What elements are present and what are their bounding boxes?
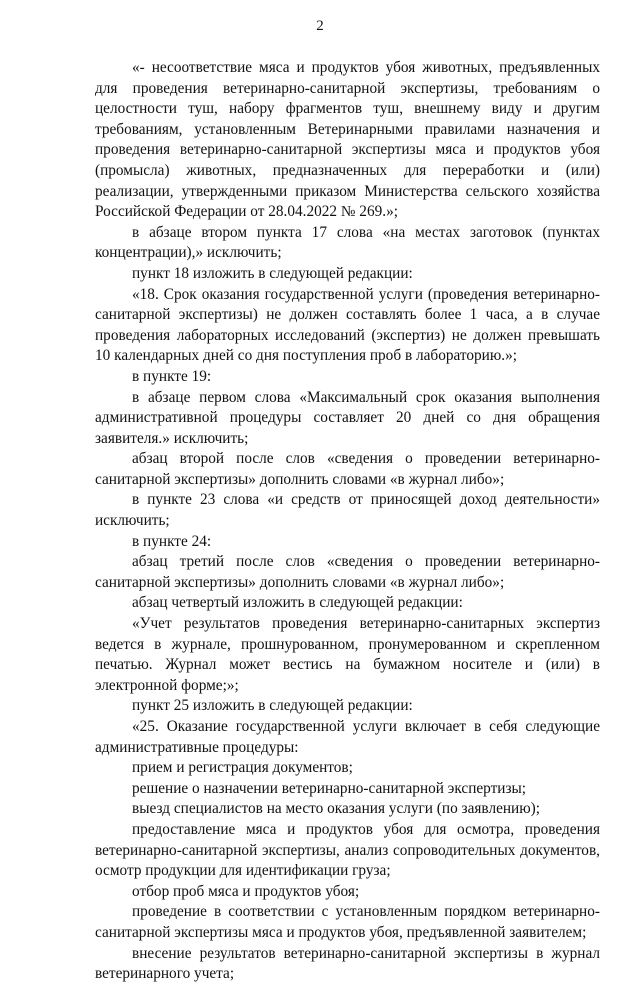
paragraph-item-24-fourth-text: «Учет результатов проведения ветеринарно-санитарных экспертиз ведется в журнале, прошнурованном, пронумерованном и скрепленном печатью. Журнал может вестись на бумажном носителе и (или) в электронной форме;»; [95, 615, 600, 694]
document-body [95, 58, 600, 985]
paragraph-item-25-intro: пункт 25 изложить в следующей редакции: [132, 697, 413, 715]
procedure-item: отбор проб мяса и продуктов убоя; [132, 882, 360, 900]
paragraph-item-18-intro: пункт 18 изложить в следующей редакции: [132, 264, 413, 282]
paragraph-item-24-intro: в пункте 24: [132, 532, 212, 550]
paragraph-item-17: в абзаце втором пункта 17 слова «на местах заготовок (пунктах концентрации),» исключить; [95, 223, 600, 262]
paragraph-item-19-first: в абзаце первом слова «Максимальный срок оказания выполнения административной процедуры составляет 20 дней со дня обращения заявителя.» исключить; [95, 388, 600, 447]
procedure-item: внесение результатов ветеринарно-санитарной экспертизы в журнал ветеринарного учета; [95, 944, 600, 983]
procedure-item: прием и регистрация документов; [132, 759, 353, 777]
paragraph-item-19-intro: в пункте 19: [132, 367, 212, 385]
procedure-item: выезд специалистов на место оказания услуги (по заявлению); [132, 800, 541, 818]
paragraph-item-19-second: абзац второй после слов «сведения о проведении ветеринарно-санитарной экспертизы» дополнить словами «в журнал либо»; [95, 450, 600, 488]
procedure-item: проведение в соответствии с установленным порядком ветеринарно-санитарной экспертизы мяса и продуктов убоя, предъявленной заявителем; [95, 903, 600, 941]
procedure-item: решение о назначении ветеринарно-санитарной экспертизы; [132, 779, 527, 797]
paragraph-item-24-fourth-intro: абзац четвертый изложить в следующей редакции: [132, 594, 463, 612]
paragraph-item-25-text: «25. Оказание государственной услуги включает в себя следующие административные процедуры: [95, 718, 600, 756]
paragraph-item-18-text: «18. Срок оказания государственной услуги (проведения ветеринарно-санитарной экспертизы) не должен составлять более 1 часа, а в случае проведения лабораторных исследований (экспертиз) не должен превышать 10 календарных дней со дня поступления проб в лабораторию.»; [95, 285, 600, 365]
paragraph-item-23: в пункте 23 слова «и средств от приносящей доход деятельности» исключить; [95, 491, 600, 530]
paragraph-item-24-third: абзац третий после слов «сведения о проведении ветеринарно-санитарной экспертизы» дополнить словами «в журнал либо»; [95, 553, 600, 591]
page-number: 2 [316, 18, 324, 34]
paragraph-meat-nonconformity: «- несоответствие мяса и продуктов убоя животных, предъявленных для проведения ветеринарно-санитарной экспертизы, требованиям о целостности туш, набору фрагментов туш, внешнему виду и другим требованиям, установленным Ветеринарными правилами назначения и проведения ветеринарно-санитарной экспертизы мяса и продуктов убоя (промысла) животных, предназначенных для переработки и (или) реализации, утвержденными приказом Министерства сельского хозяйства Российской Федерации от 28.04.2022 № 269.»; [95, 59, 600, 221]
procedure-item: предоставление мяса и продуктов убоя для осмотра, проведения ветеринарно-санитарной экспертизы, анализ сопроводительных документов, осмотр продукции для идентификации груза; [95, 820, 600, 880]
